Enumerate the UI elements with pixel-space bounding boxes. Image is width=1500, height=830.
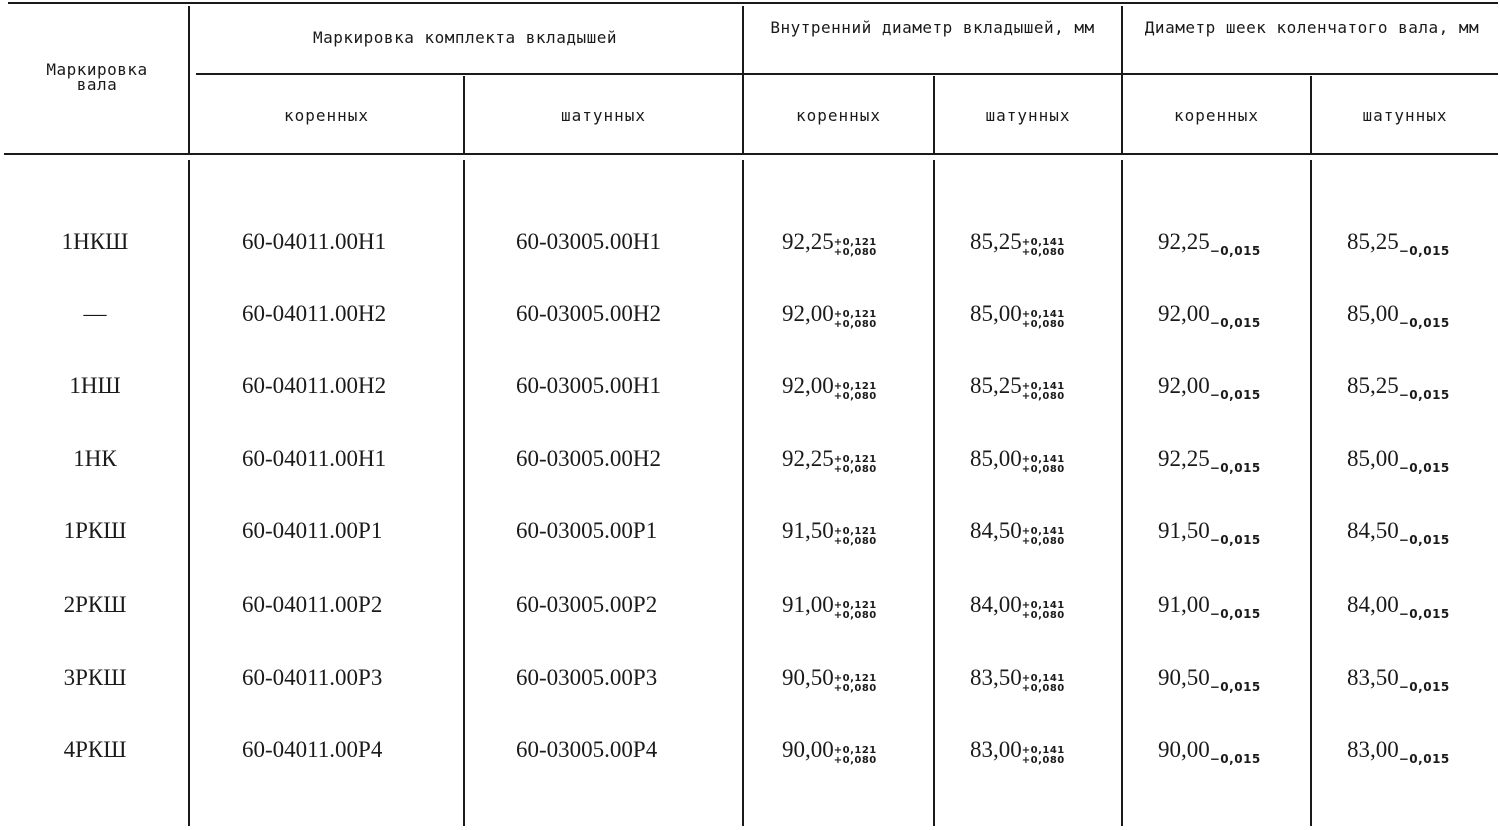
- subheader-journal-conrod: шатунных: [1362, 106, 1448, 125]
- journal-conrod-diameter: [1347, 592, 1450, 627]
- table-top-rule: [8, 2, 1498, 4]
- tolerance-stack: [834, 601, 877, 621]
- set-main-code: [242, 665, 382, 691]
- set-main-code: [242, 229, 386, 255]
- journal-main-diameter: [1158, 518, 1261, 553]
- set-main-value: 60-04011.00Р1: [242, 518, 383, 543]
- journal-main-diameter: [1158, 446, 1261, 481]
- col-divider-6-body: [1310, 160, 1312, 826]
- journal-main-tolerance: −0,015: [1209, 607, 1261, 621]
- journal-main-diameter: [1158, 373, 1261, 408]
- tolerance-stack: [1022, 455, 1065, 475]
- set-conrod-value: 60-03005.00Р1: [516, 518, 658, 543]
- shaft-marking: [20, 737, 170, 763]
- col-divider-3-body: [742, 160, 744, 826]
- liner-conrod-diameter: [970, 518, 1065, 547]
- shaft-marking: [20, 301, 170, 327]
- header-group-rule: [196, 73, 1498, 75]
- shaft-marking: [20, 665, 170, 691]
- liner-conrod-nominal: 85,25: [970, 229, 1022, 254]
- journal-main-nominal: 90,00: [1158, 737, 1210, 762]
- shaft-marking: [20, 446, 170, 472]
- journal-main-nominal: 92,25: [1158, 446, 1210, 471]
- tolerance-upper: +0,141: [1021, 745, 1065, 756]
- header-liner-set-marking: Маркировка комплекта вкладышей: [313, 28, 617, 47]
- tolerance-lower: +0,080: [1021, 610, 1065, 621]
- tolerance-stack: [834, 382, 877, 402]
- liner-main-nominal: 92,00: [782, 301, 834, 326]
- liner-main-nominal: 92,25: [782, 446, 834, 471]
- col-divider-1: [188, 6, 190, 153]
- journal-main-diameter: [1158, 665, 1261, 700]
- shaft-marking-value: 3РКШ: [63, 665, 127, 690]
- shaft-marking-value: 1РКШ: [63, 518, 127, 543]
- shaft-marking: [20, 373, 170, 399]
- tolerance-lower: +0,080: [1021, 247, 1065, 258]
- set-conrod-code: [516, 446, 661, 472]
- journal-main-diameter: [1158, 737, 1261, 772]
- tolerance-stack: [1022, 601, 1065, 621]
- journal-conrod-nominal: 83,00: [1347, 737, 1399, 762]
- col-divider-4-body: [933, 160, 935, 826]
- liner-conrod-diameter: [970, 665, 1065, 694]
- subheader-liner-main: коренных: [795, 106, 882, 125]
- liner-main-nominal: 91,00: [782, 592, 834, 617]
- tolerance-lower: +0,080: [1021, 755, 1065, 766]
- col-divider-5-body: [1121, 160, 1123, 826]
- tolerance-stack: [834, 527, 877, 547]
- tolerance-upper: +0,141: [1021, 673, 1065, 684]
- set-conrod-value: 60-03005.00Н1: [516, 229, 662, 254]
- set-main-code: [242, 373, 386, 399]
- journal-conrod-tolerance: −0,015: [1398, 316, 1450, 330]
- liner-main-nominal: 91,50: [782, 518, 834, 543]
- tolerance-lower: +0,080: [833, 683, 877, 694]
- set-main-code: [242, 592, 382, 618]
- liner-conrod-nominal: 83,50: [970, 665, 1022, 690]
- journal-main-nominal: 92,25: [1158, 229, 1210, 254]
- journal-conrod-diameter: [1347, 373, 1450, 408]
- set-conrod-value: 60-03005.00Н2: [516, 446, 662, 471]
- set-main-value: 60-04011.00Н1: [242, 446, 387, 471]
- set-main-value: 60-04011.00Н2: [242, 373, 387, 398]
- liner-conrod-diameter: [970, 301, 1065, 330]
- set-conrod-code: [516, 373, 661, 399]
- journal-conrod-tolerance: −0,015: [1398, 607, 1450, 621]
- tolerance-lower: +0,080: [1021, 319, 1065, 330]
- liner-main-diameter: [782, 665, 877, 694]
- tolerance-stack: [1022, 527, 1065, 547]
- tolerance-upper: +0,141: [1021, 526, 1065, 537]
- tolerance-stack: [834, 455, 877, 475]
- subheader-set-conrod: шатунных: [560, 106, 647, 125]
- journal-conrod-nominal: 84,00: [1347, 592, 1399, 617]
- set-main-value: 60-04011.00Р3: [242, 665, 383, 690]
- set-conrod-value: 60-03005.00Р2: [516, 592, 658, 617]
- tolerance-lower: +0,080: [833, 610, 877, 621]
- journal-main-tolerance: −0,015: [1209, 244, 1261, 258]
- col-divider-3: [742, 6, 744, 153]
- journal-conrod-diameter: [1347, 518, 1450, 553]
- liner-main-diameter: [782, 592, 877, 621]
- tolerance-upper: +0,121: [833, 381, 877, 392]
- tolerance-upper: +0,121: [833, 673, 877, 684]
- tolerance-lower: +0,080: [833, 755, 877, 766]
- shaft-marking-value: 1НКШ: [61, 229, 129, 254]
- journal-main-tolerance: −0,015: [1209, 680, 1261, 694]
- set-main-code: [242, 446, 386, 472]
- shaft-marking: [20, 518, 170, 544]
- tolerance-upper: +0,121: [833, 600, 877, 611]
- set-main-code: [242, 518, 382, 544]
- tolerance-lower: +0,080: [1021, 536, 1065, 547]
- set-conrod-value: 60-03005.00Р3: [516, 665, 658, 690]
- liner-main-diameter: [782, 373, 877, 402]
- liner-main-nominal: 90,00: [782, 737, 834, 762]
- journal-conrod-nominal: 85,00: [1347, 446, 1399, 471]
- subheader-liner-conrod: шатунных: [985, 106, 1071, 125]
- tolerance-stack: [834, 674, 877, 694]
- journal-main-tolerance: −0,015: [1209, 752, 1261, 766]
- journal-main-tolerance: −0,015: [1209, 388, 1261, 402]
- liner-conrod-nominal: 85,00: [970, 301, 1022, 326]
- shaft-marking-value: 1НШ: [69, 373, 121, 398]
- subheader-journal-main: коренных: [1173, 106, 1260, 125]
- shaft-marking-value: 2РКШ: [63, 592, 127, 617]
- header-journal-diameter: Диаметр шеек коленчатого вала, мм: [1144, 18, 1480, 37]
- tolerance-lower: +0,080: [833, 391, 877, 402]
- tolerance-stack: [834, 746, 877, 766]
- journal-main-tolerance: −0,015: [1209, 533, 1261, 547]
- liner-conrod-nominal: 84,00: [970, 592, 1022, 617]
- tolerance-upper: +0,121: [833, 454, 877, 465]
- journal-conrod-tolerance: −0,015: [1398, 752, 1450, 766]
- liner-main-diameter: [782, 229, 877, 258]
- journal-conrod-diameter: [1347, 446, 1450, 481]
- tolerance-upper: +0,141: [1021, 309, 1065, 320]
- liner-main-diameter: [782, 518, 877, 547]
- journal-main-diameter: [1158, 229, 1261, 264]
- journal-main-tolerance: −0,015: [1209, 461, 1261, 475]
- liner-conrod-nominal: 85,25: [970, 373, 1022, 398]
- journal-main-nominal: 91,00: [1158, 592, 1210, 617]
- journal-main-diameter: [1158, 592, 1261, 627]
- tolerance-stack: [834, 238, 877, 258]
- header-shaft-marking: Маркировка вала: [46, 60, 148, 94]
- tolerance-stack: [1022, 382, 1065, 402]
- journal-main-diameter: [1158, 301, 1261, 336]
- journal-conrod-diameter: [1347, 737, 1450, 772]
- tolerance-lower: +0,080: [833, 536, 877, 547]
- liner-main-nominal: 92,00: [782, 373, 834, 398]
- journal-conrod-diameter: [1347, 229, 1450, 264]
- liner-conrod-diameter: [970, 229, 1065, 258]
- journal-main-nominal: 90,50: [1158, 665, 1210, 690]
- tolerance-upper: +0,141: [1021, 454, 1065, 465]
- liner-conrod-diameter: [970, 592, 1065, 621]
- set-main-code: [242, 301, 386, 327]
- liner-conrod-nominal: 83,00: [970, 737, 1022, 762]
- tolerance-upper: +0,141: [1021, 381, 1065, 392]
- tolerance-stack: [1022, 238, 1065, 258]
- shaft-marking-value: —: [83, 301, 107, 326]
- journal-conrod-tolerance: −0,015: [1398, 461, 1450, 475]
- tolerance-upper: +0,121: [833, 309, 877, 320]
- col-divider-1-body: [188, 160, 190, 826]
- tolerance-upper: +0,141: [1021, 237, 1065, 248]
- journal-conrod-tolerance: −0,015: [1398, 244, 1450, 258]
- set-main-code: [242, 737, 382, 763]
- tolerance-upper: +0,141: [1021, 600, 1065, 611]
- journal-conrod-tolerance: −0,015: [1398, 533, 1450, 547]
- set-conrod-code: [516, 592, 657, 618]
- tolerance-stack: [1022, 746, 1065, 766]
- liner-conrod-diameter: [970, 446, 1065, 475]
- journal-main-nominal: 91,50: [1158, 518, 1210, 543]
- journal-conrod-diameter: [1347, 665, 1450, 700]
- set-main-value: 60-04011.00Н1: [242, 229, 387, 254]
- header-liner-inner-diameter: Внутренний диаметр вкладышей, мм: [770, 18, 1095, 37]
- set-conrod-code: [516, 229, 661, 255]
- journal-conrod-nominal: 84,50: [1347, 518, 1399, 543]
- set-main-value: 60-04011.00Р4: [242, 737, 383, 762]
- shaft-marking: [20, 592, 170, 618]
- tolerance-lower: +0,080: [1021, 391, 1065, 402]
- journal-conrod-tolerance: −0,015: [1398, 680, 1450, 694]
- set-conrod-code: [516, 737, 657, 763]
- tolerance-lower: +0,080: [833, 247, 877, 258]
- set-conrod-value: 60-03005.00Н2: [516, 301, 662, 326]
- header-bottom-rule: [4, 153, 1498, 155]
- journal-main-nominal: 92,00: [1158, 373, 1210, 398]
- set-conrod-value: 60-03005.00Р4: [516, 737, 658, 762]
- col-divider-5: [1121, 6, 1123, 153]
- tolerance-lower: +0,080: [1021, 464, 1065, 475]
- liner-main-diameter: [782, 301, 877, 330]
- tolerance-lower: +0,080: [833, 464, 877, 475]
- tolerance-upper: +0,121: [833, 526, 877, 537]
- liner-main-diameter: [782, 446, 877, 475]
- journal-main-nominal: 92,00: [1158, 301, 1210, 326]
- journal-conrod-nominal: 85,00: [1347, 301, 1399, 326]
- liner-main-diameter: [782, 737, 877, 766]
- set-conrod-value: 60-03005.00Н1: [516, 373, 662, 398]
- shaft-marking-value: 4РКШ: [63, 737, 127, 762]
- tolerance-lower: +0,080: [833, 319, 877, 330]
- shaft-marking: [20, 229, 170, 255]
- liner-conrod-diameter: [970, 373, 1065, 402]
- set-main-value: 60-04011.00Р2: [242, 592, 383, 617]
- journal-conrod-nominal: 85,25: [1347, 229, 1399, 254]
- tolerance-stack: [1022, 310, 1065, 330]
- journal-conrod-nominal: 85,25: [1347, 373, 1399, 398]
- liner-conrod-nominal: 85,00: [970, 446, 1022, 471]
- tolerance-stack: [834, 310, 877, 330]
- tolerance-stack: [1022, 674, 1065, 694]
- tolerance-upper: +0,121: [833, 237, 877, 248]
- liner-main-nominal: 92,25: [782, 229, 834, 254]
- liner-conrod-diameter: [970, 737, 1065, 766]
- journal-conrod-tolerance: −0,015: [1398, 388, 1450, 402]
- tolerance-lower: +0,080: [1021, 683, 1065, 694]
- subheader-set-main: коренных: [283, 106, 370, 125]
- liner-conrod-nominal: 84,50: [970, 518, 1022, 543]
- journal-conrod-diameter: [1347, 301, 1450, 336]
- journal-conrod-nominal: 83,50: [1347, 665, 1399, 690]
- set-conrod-code: [516, 518, 657, 544]
- liner-main-nominal: 90,50: [782, 665, 834, 690]
- tolerance-upper: +0,121: [833, 745, 877, 756]
- set-conrod-code: [516, 665, 657, 691]
- set-conrod-code: [516, 301, 661, 327]
- set-main-value: 60-04011.00Н2: [242, 301, 387, 326]
- col-divider-2-body: [463, 160, 465, 826]
- journal-main-tolerance: −0,015: [1209, 316, 1261, 330]
- shaft-marking-value: 1НК: [73, 446, 117, 471]
